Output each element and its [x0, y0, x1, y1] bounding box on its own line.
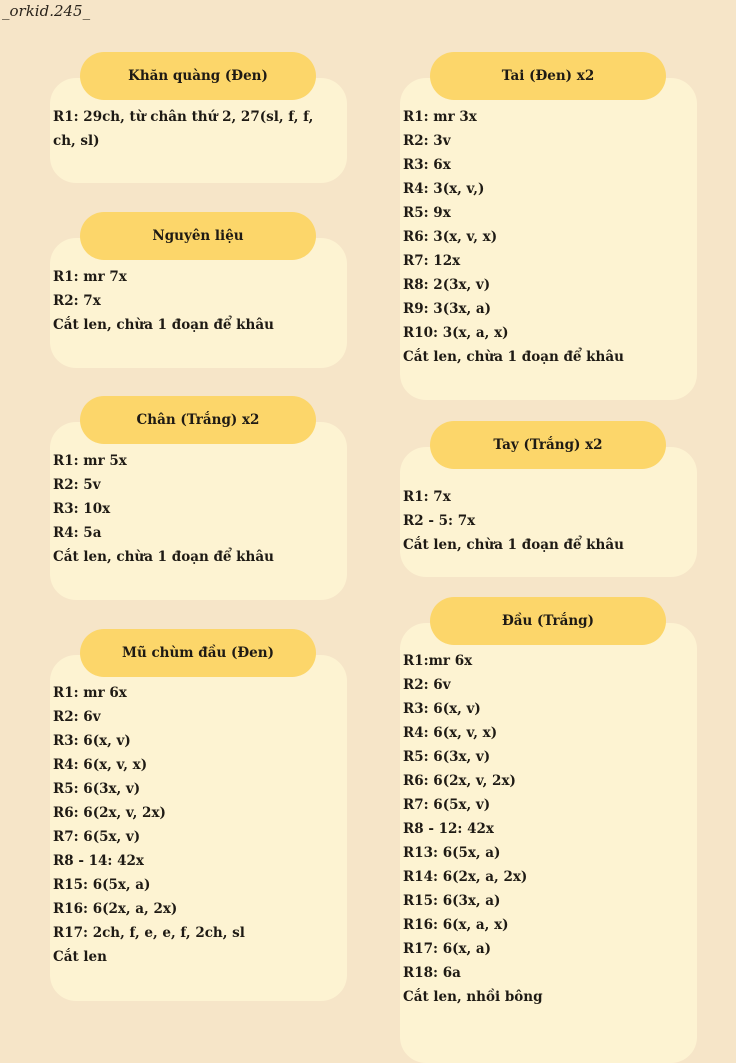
pattern-row: R1: 7x: [403, 489, 451, 505]
pattern-row: R3: 6x: [403, 157, 451, 173]
pattern-row: R14: 6(2x, a, 2x): [403, 869, 528, 885]
card-lines: [53, 265, 339, 337]
pattern-row: R1: mr 6x: [53, 685, 127, 701]
card-lines: [53, 105, 339, 153]
card-lines: [403, 105, 689, 369]
pattern-row: Cắt len, chừa 1 đoạn để khâu: [53, 317, 274, 333]
pattern-row: R7: 12x: [403, 253, 461, 269]
pattern-row: R2 - 5: 7x: [403, 513, 476, 529]
pattern-row: R7: 6(5x, v): [403, 797, 491, 813]
card-title: Khăn quàng (Đen): [80, 52, 316, 100]
pattern-row: R9: 3(3x, a): [403, 301, 492, 317]
pattern-row: R13: 6(5x, a): [403, 845, 501, 861]
card-title: Chân (Trắng) x2: [80, 396, 316, 444]
pattern-row: Cắt len, chừa 1 đoạn để khâu: [53, 549, 274, 565]
pattern-row: Cắt len, nhồi bông: [403, 989, 543, 1005]
pattern-row: R3: 6(x, v): [403, 701, 481, 717]
pattern-row: R10: 3(x, a, x): [403, 325, 509, 341]
card-lines: [403, 649, 689, 1009]
pattern-row: R2: 6v: [403, 677, 451, 693]
pattern-row: R3: 6(x, v): [53, 733, 131, 749]
pattern-row: R7: 6(5x, v): [53, 829, 141, 845]
pattern-row: R15: 6(3x, a): [403, 893, 501, 909]
pattern-row: R4: 3(x, v,): [403, 181, 485, 197]
pattern-row: R17: 2ch, f, e, e, f, 2ch, sl: [53, 925, 245, 941]
pattern-row: R6: 6(2x, v, 2x): [403, 773, 516, 789]
pattern-row: R8 - 12: 42x: [403, 821, 494, 837]
card-title: Đầu (Trắng): [430, 597, 666, 645]
pattern-row: R4: 6(x, v, x): [53, 757, 148, 773]
watermark-logo: _orkid.245_: [2, 2, 91, 20]
card-title: Nguyên liệu: [80, 212, 316, 260]
pattern-row: R1: mr 5x: [53, 453, 127, 469]
pattern-row: R2: 7x: [53, 293, 101, 309]
pattern-row: Cắt len, chừa 1 đoạn để khâu: [403, 537, 624, 553]
pattern-row: R18: 6a: [403, 965, 461, 981]
pattern-row: R6: 6(2x, v, 2x): [53, 805, 166, 821]
pattern-row: R2: 5v: [53, 477, 101, 493]
card-lines: [53, 681, 339, 969]
pattern-row: R16: 6(2x, a, 2x): [53, 901, 178, 917]
pattern-row: R1:mr 6x: [403, 653, 473, 669]
pattern-row: R4: 5a: [53, 525, 102, 541]
pattern-row: R2: 6v: [53, 709, 101, 725]
card-title: Tay (Trắng) x2: [430, 421, 666, 469]
pattern-row: R15: 6(5x, a): [53, 877, 151, 893]
pattern-row: R5: 9x: [403, 205, 451, 221]
pattern-row: Cắt len, chừa 1 đoạn để khâu: [403, 349, 624, 365]
pattern-row: Cắt len: [53, 949, 107, 965]
card-lines: [53, 449, 339, 569]
pattern-row: R2: 3v: [403, 133, 451, 149]
pattern-row: R1: mr 7x: [53, 269, 127, 285]
pattern-row: R6: 3(x, v, x): [403, 229, 498, 245]
pattern-row: R8: 2(3x, v): [403, 277, 491, 293]
pattern-row: R1: 29ch, từ chân thứ 2, 27(sl, f, f, ch, sl): [53, 109, 314, 149]
card-title: Tai (Đen) x2: [430, 52, 666, 100]
pattern-row: R4: 6(x, v, x): [403, 725, 498, 741]
pattern-row: R8 - 14: 42x: [53, 853, 144, 869]
card-lines: [403, 485, 689, 557]
pattern-row: R5: 6(3x, v): [403, 749, 491, 765]
pattern-row: R16: 6(x, a, x): [403, 917, 509, 933]
pattern-row: R17: 6(x, a): [403, 941, 492, 957]
pattern-row: R1: mr 3x: [403, 109, 477, 125]
pattern-row: R3: 10x: [53, 501, 111, 517]
pattern-row: R5: 6(3x, v): [53, 781, 141, 797]
card-title: Mũ chùm đầu (Đen): [80, 629, 316, 677]
